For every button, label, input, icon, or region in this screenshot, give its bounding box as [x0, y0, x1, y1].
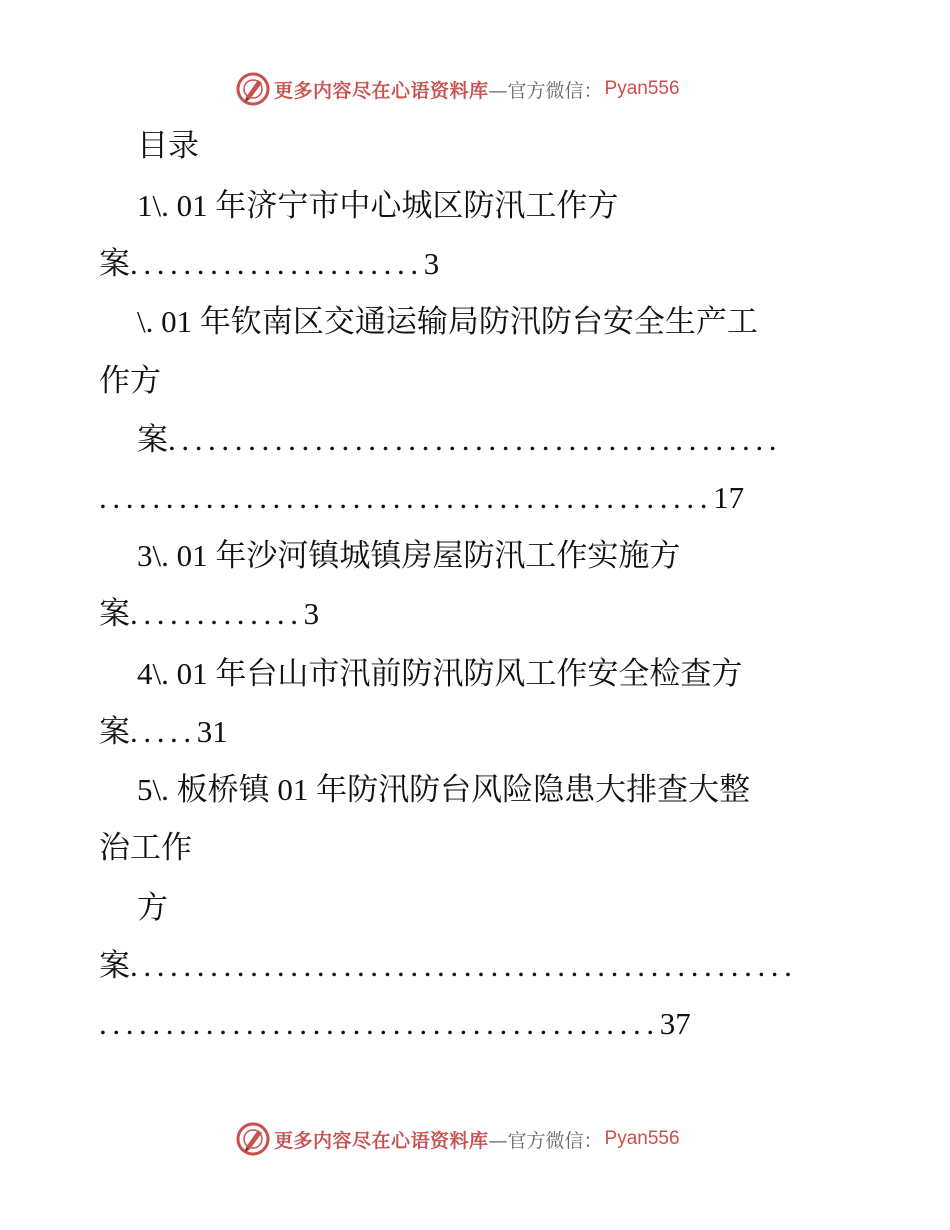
toc-item-2-page: 17: [713, 480, 745, 515]
toc-item-3-text: 案: [99, 596, 130, 632]
watermark-main-text: 更多内容尽在心语资料库: [274, 1129, 489, 1152]
toc-item-3-line1[interactable]: 3\. 01 年沙河镇城镇房屋防汛工作实施方: [137, 538, 681, 573]
toc-item-2-line4[interactable]: [99, 478, 744, 518]
toc-item-4-line2[interactable]: [99, 712, 228, 752]
toc-item-1-text: 案: [99, 246, 130, 282]
toc-item-5-line4[interactable]: [99, 946, 798, 986]
watermark-footer: [236, 1121, 680, 1157]
toc-item-5-line2[interactable]: 治工作: [99, 830, 192, 866]
toc-item-5-line3[interactable]: 方: [137, 890, 168, 926]
toc-item-2-line3[interactable]: [137, 420, 782, 460]
toc-item-3-line2[interactable]: [99, 594, 319, 634]
toc-item-5-page: 37: [659, 1006, 691, 1041]
toc-item-5-line5[interactable]: [99, 1004, 691, 1044]
pen-logo-icon: [236, 72, 270, 106]
watermark-id: Pyan556: [604, 78, 680, 99]
watermark-sub-text: —官方微信：: [488, 79, 603, 102]
toc-item-4-page: 31: [196, 714, 228, 749]
toc-title: 目录: [137, 128, 199, 164]
toc-item-1-page: 3: [423, 246, 440, 281]
watermark-header: [236, 71, 680, 107]
toc-leader-dots: ..................................................: [130, 948, 798, 983]
toc-item-2-line1[interactable]: \. 01 年钦南区交通运输局防汛防台安全生产工: [137, 304, 758, 339]
toc-leader-dots: ..............................................: [168, 422, 783, 457]
toc-leader-dots: ..............................................: [99, 480, 714, 515]
pen-logo-icon: [236, 1122, 270, 1156]
toc-leader-dots: ..........................................: [99, 1006, 660, 1041]
toc-leader-dots: .............: [130, 596, 304, 631]
watermark-sub-text: —官方微信：: [488, 1129, 603, 1152]
watermark-id: Pyan556: [604, 1128, 680, 1149]
toc-item-5-text: 案: [99, 948, 130, 984]
toc-item-1-line2[interactable]: [99, 244, 439, 284]
toc-item-2-line2[interactable]: 作方: [99, 363, 161, 399]
toc-item-3-page: 3: [303, 596, 320, 631]
toc-item-4-text: 案: [99, 714, 130, 750]
toc-item-2-text: 案: [137, 422, 168, 458]
toc-leader-dots: .....: [130, 714, 197, 749]
toc-item-1-line1[interactable]: 1\. 01 年济宁市中心城区防汛工作方: [137, 188, 619, 223]
toc-item-4-line1[interactable]: 4\. 01 年台山市汛前防汛防风工作安全检查方: [137, 656, 743, 691]
toc-item-5-line1[interactable]: 5\. 板桥镇 01 年防汛防台风险隐患大排查大整: [137, 772, 751, 807]
watermark-main-text: 更多内容尽在心语资料库: [274, 79, 489, 102]
toc-leader-dots: ......................: [130, 246, 424, 281]
